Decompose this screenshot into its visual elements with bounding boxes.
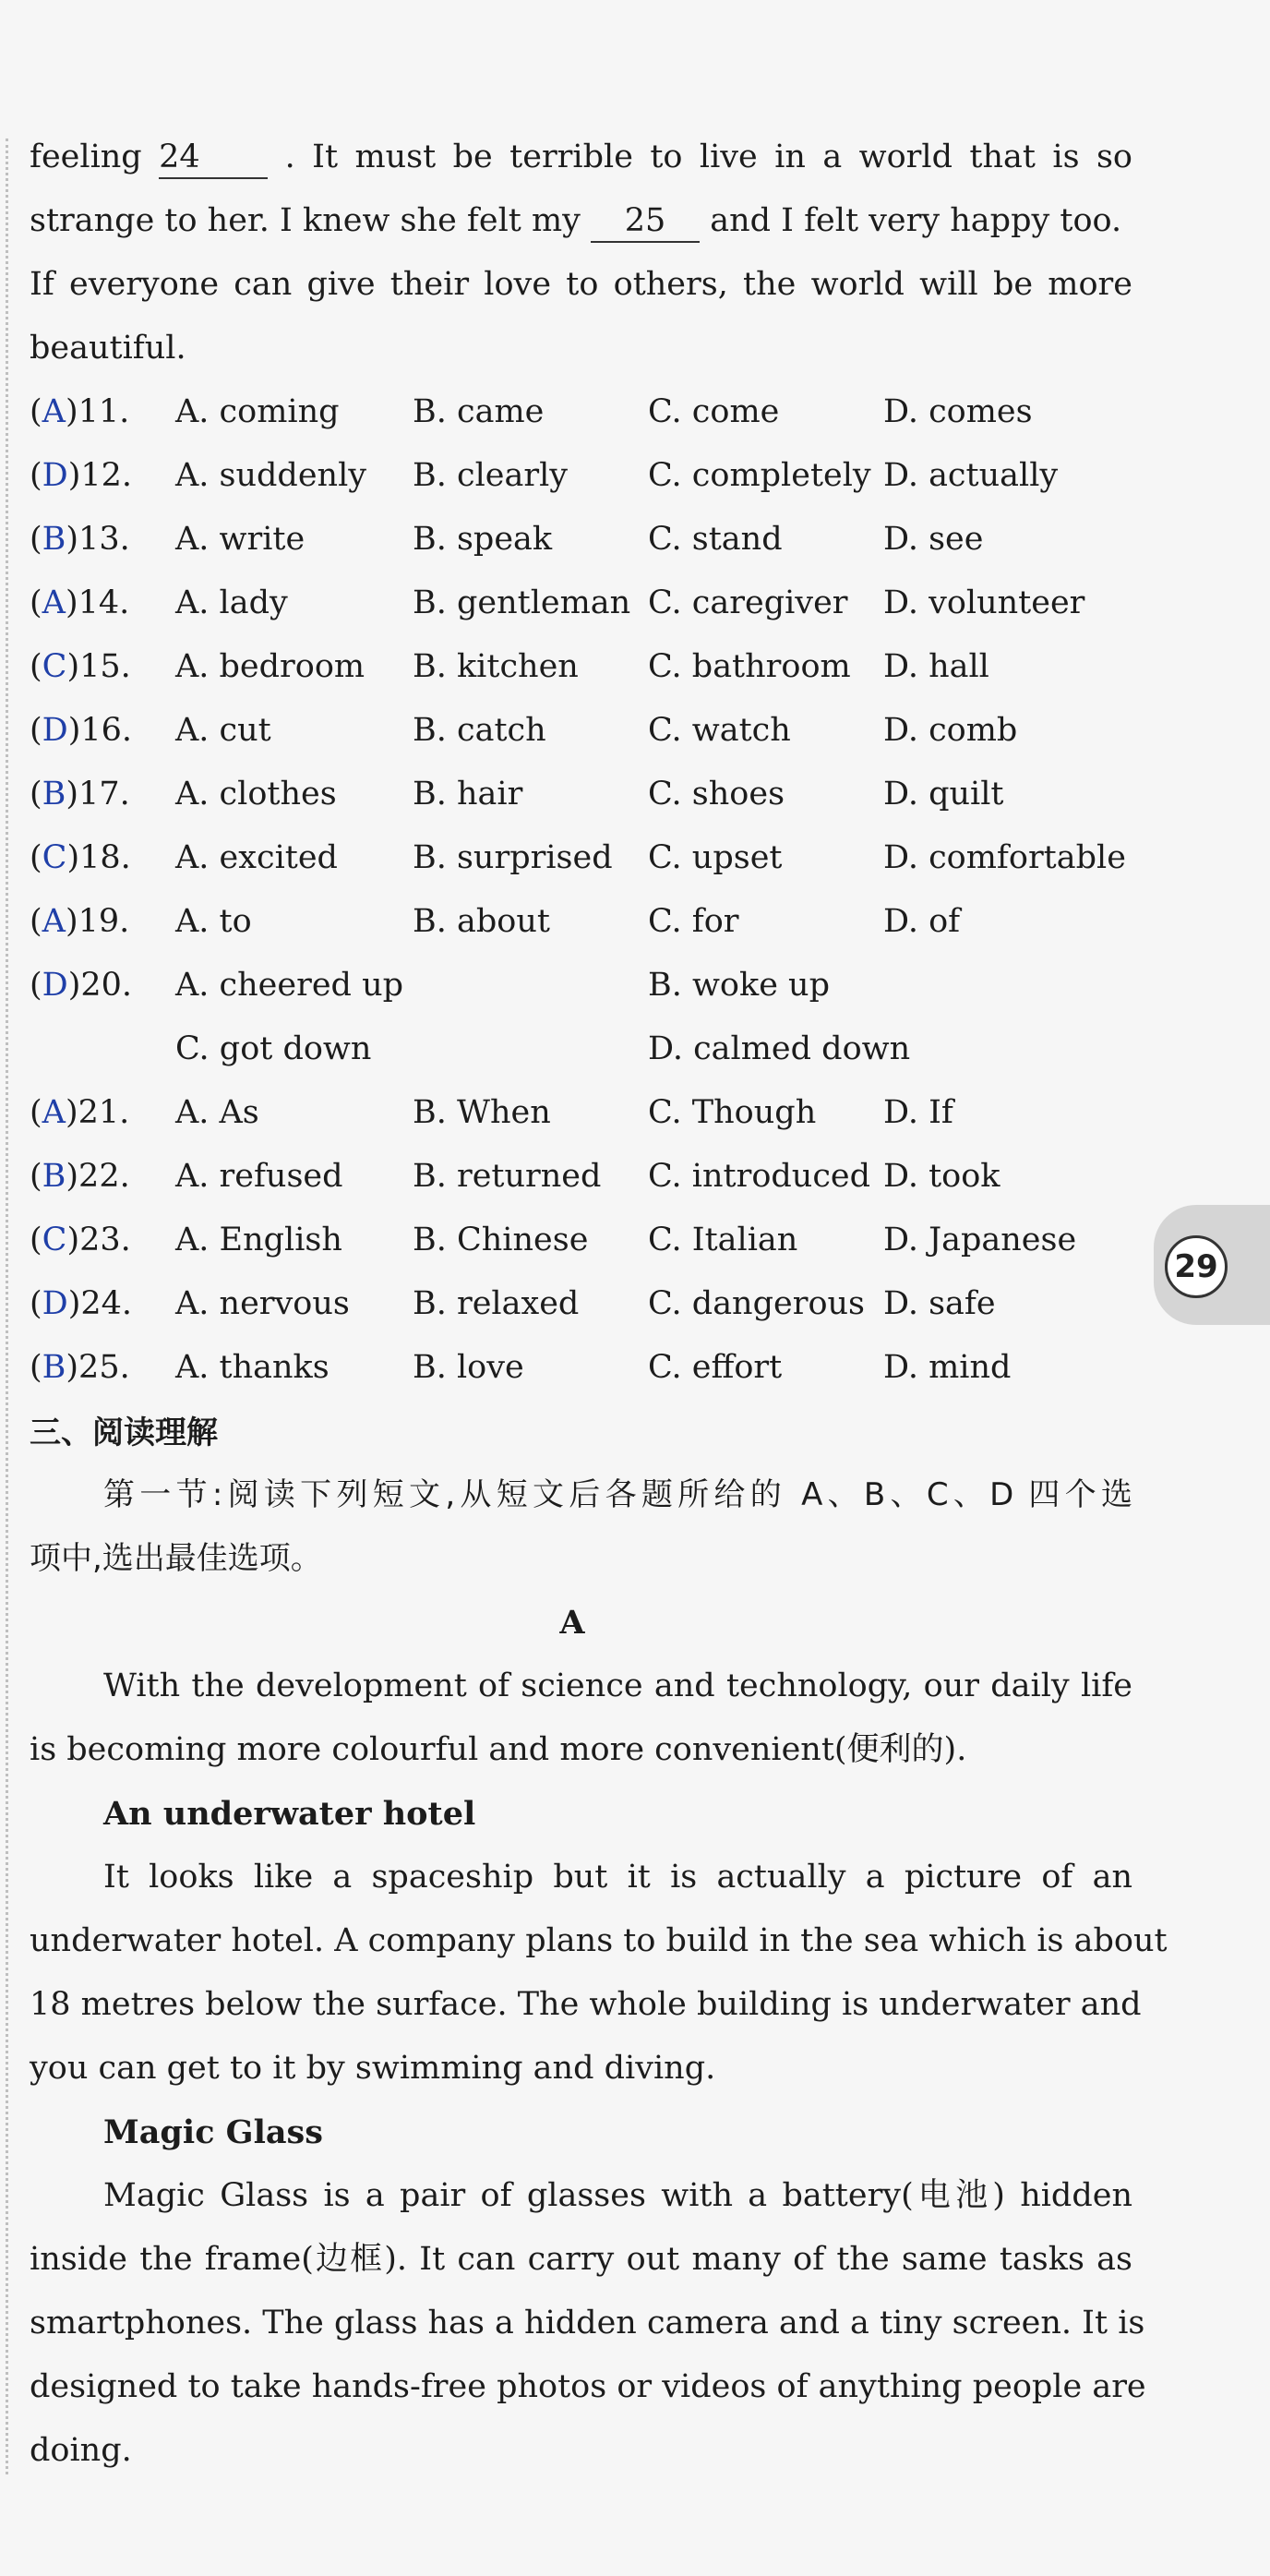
question-num-text: 25 <box>78 1349 120 1386</box>
option-b: B. clearly <box>413 457 569 494</box>
option-b: B. kitchen <box>413 648 579 685</box>
passage-line-2: strange to her. I knew she felt my 25 and I felt very happy too. <box>30 189 1072 253</box>
option-b: B. Chinese <box>413 1222 589 1258</box>
question-number: (C)18. <box>30 839 131 876</box>
option-d: D. quilt <box>883 776 1004 813</box>
margin-dotted-line <box>6 138 8 2474</box>
question-row <box>30 1081 1137 1145</box>
glass-line-5: doing. <box>30 2432 132 2469</box>
option-a: A. cheered up <box>175 967 404 1004</box>
question-number: (B)13. <box>30 521 130 558</box>
question-num-text: 17 <box>78 776 120 813</box>
option-c: C. caregiver <box>648 584 848 621</box>
option-c: C. Italian <box>648 1222 798 1258</box>
question-number: (A)14. <box>30 584 130 621</box>
option-d: D. comes <box>883 393 1033 430</box>
hotel-line-4: you can get to it by swimming and diving. <box>30 2050 716 2087</box>
answer-letter: C <box>42 839 67 876</box>
option-a: A. refused <box>175 1158 343 1195</box>
question-num-text: 21 <box>78 1094 120 1131</box>
question-num-text: 24 <box>80 1285 122 1322</box>
question-num-text: 11 <box>78 393 120 430</box>
page-number: 29 <box>1165 1235 1228 1298</box>
option-a: A. excited <box>175 839 338 876</box>
question-number: (D)12. <box>30 457 133 494</box>
question-row <box>30 1336 1137 1400</box>
question-num-text: 13 <box>78 521 120 558</box>
option-d: D. If <box>883 1094 953 1131</box>
answer-letter: D <box>42 712 68 749</box>
option-c: C. watch <box>648 712 791 749</box>
option-b: B. speak <box>413 521 553 558</box>
option-c: C. upset <box>648 839 783 876</box>
question-number: (D)24. <box>30 1285 133 1322</box>
question-row <box>30 508 1137 572</box>
option-a: A. bedroom <box>175 648 365 685</box>
option-c: C. dangerous <box>648 1285 866 1322</box>
option-a: A. thanks <box>175 1349 329 1386</box>
option-b: B. returned <box>413 1158 602 1195</box>
option-a: A. lady <box>175 584 288 621</box>
question-number: (A)19. <box>30 903 130 940</box>
glass-line-4: designed to take hands-free photos or videos of anything people are <box>30 2368 1146 2405</box>
passage-line-4: beautiful. <box>30 330 186 367</box>
option-c: C. effort <box>648 1349 783 1386</box>
option-a: A. As <box>175 1094 259 1131</box>
option-b: B. catch <box>413 712 546 749</box>
glass-line-2: inside the frame(边框). It can carry out many of the same tasks as <box>30 2241 1132 2278</box>
question-number: (A)21. <box>30 1094 130 1131</box>
intro-line-2: is becoming more colourful and more convenient(便利的). <box>30 1731 967 1768</box>
intro-line-1: With the development of science and technology, our daily life <box>103 1667 1132 1704</box>
question-row <box>30 572 1137 635</box>
section-title: 三、阅读理解 <box>30 1414 218 1451</box>
option-a: A. to <box>175 903 252 940</box>
hotel-line-1: It looks like a spaceship but it is actually a picture of an <box>103 1859 1132 1896</box>
option-d: D. took <box>883 1158 1000 1195</box>
question-number: (D)16. <box>30 712 133 749</box>
passage-label: A <box>559 1604 585 1642</box>
option-c: C. shoes <box>648 776 785 813</box>
option-d: D. Japanese <box>883 1222 1077 1258</box>
question-num-text: 16 <box>80 712 122 749</box>
question-row <box>30 763 1137 826</box>
option-b: B. about <box>413 903 550 940</box>
question-num-text: 19 <box>78 903 120 940</box>
option-c: C. bathroom <box>648 648 851 685</box>
option-b: B. relaxed <box>413 1285 580 1322</box>
answer-letter: B <box>42 521 66 558</box>
glass-title: Magic Glass <box>103 2113 323 2151</box>
option-b: B. When <box>413 1094 551 1131</box>
option-d: D. safe <box>883 1285 996 1322</box>
answer-letter: A <box>42 393 66 430</box>
option-d: D. comfortable <box>883 839 1126 876</box>
question-row <box>30 699 1137 763</box>
answer-letter: B <box>42 1349 66 1386</box>
answer-letter: A <box>42 903 66 940</box>
answer-letter: C <box>42 1222 67 1258</box>
option-c: C. come <box>648 393 780 430</box>
question-number: (D)20. <box>30 967 133 1004</box>
option-d: D. calmed down <box>648 1030 911 1067</box>
question-row <box>30 954 1137 1067</box>
option-a: A. suddenly <box>175 457 367 494</box>
option-d: D. of <box>883 903 961 940</box>
question-number: (B)22. <box>30 1158 130 1195</box>
option-b: B. love <box>413 1349 524 1386</box>
question-num-text: 18 <box>79 839 121 876</box>
question-num-text: 15 <box>79 648 121 685</box>
option-b: B. woke up <box>648 967 830 1004</box>
option-a: A. coming <box>175 393 340 430</box>
answer-letter: D <box>42 1285 68 1322</box>
question-number: (B)17. <box>30 776 130 813</box>
option-a: A. write <box>175 521 306 558</box>
question-number: (C)23. <box>30 1222 131 1258</box>
option-b: B. surprised <box>413 839 613 876</box>
question-num-text: 22 <box>78 1158 120 1195</box>
passage-line-3: If everyone can give their love to others, the world will be more <box>30 266 1132 303</box>
answer-letter: B <box>42 776 66 813</box>
question-row <box>30 890 1137 954</box>
option-a: A. clothes <box>175 776 337 813</box>
answer-letter: B <box>42 1158 66 1195</box>
question-row <box>30 444 1137 508</box>
instruction-line-1: 第一节:阅读下列短文,从短文后各题所给的 A、B、C、D 四个选 <box>103 1476 1132 1513</box>
question-number: (B)25. <box>30 1349 130 1386</box>
question-num-text: 14 <box>78 584 120 621</box>
option-c: C. completely <box>648 457 871 494</box>
option-c: C. got down <box>175 1030 372 1067</box>
option-a: A. English <box>175 1222 342 1258</box>
answer-letter: A <box>42 1094 66 1131</box>
option-c: C. stand <box>648 521 783 558</box>
option-c: C. Though <box>648 1094 817 1131</box>
option-b: B. came <box>413 393 545 430</box>
question-row <box>30 1209 1137 1272</box>
option-d: D. actually <box>883 457 1059 494</box>
option-d: D. hall <box>883 648 989 685</box>
blank-24: 24 <box>159 137 268 179</box>
question-row <box>30 1145 1137 1209</box>
question-number: (A)11. <box>30 393 130 430</box>
option-c: C. introduced <box>648 1158 871 1195</box>
question-row <box>30 826 1137 890</box>
question-row <box>30 380 1137 444</box>
option-d: D. see <box>883 521 984 558</box>
glass-line-3: smartphones. The glass has a hidden camera and a tiny screen. It is <box>30 2305 1145 2341</box>
hotel-title: An underwater hotel <box>103 1795 476 1833</box>
question-row <box>30 635 1137 699</box>
answer-letter: D <box>42 457 68 494</box>
option-b: B. gentleman <box>413 584 631 621</box>
answer-letter: D <box>42 967 68 1004</box>
question-row <box>30 1272 1137 1336</box>
answer-letter: C <box>42 648 67 685</box>
option-d: D. comb <box>883 712 1018 749</box>
option-a: A. nervous <box>175 1285 350 1322</box>
passage-line-1: feeling 24 . It must be terrible to live in a world that is so <box>30 126 1132 189</box>
glass-line-1: Magic Glass is a pair of glasses with a battery(电池) hidden <box>103 2177 1132 2214</box>
hotel-line-3: 18 metres below the surface. The whole building is underwater and <box>30 1986 1142 2023</box>
option-c: C. for <box>648 903 739 940</box>
option-d: D. volunteer <box>883 584 1085 621</box>
question-num-text: 12 <box>80 457 122 494</box>
option-b: B. hair <box>413 776 523 813</box>
question-number: (C)15. <box>30 648 131 685</box>
instruction-line-2: 项中,选出最佳选项。 <box>30 1540 322 1577</box>
hotel-line-2: underwater hotel. A company plans to build in the sea which is about <box>30 1922 1168 1959</box>
option-a: A. cut <box>175 712 271 749</box>
question-num-text: 23 <box>79 1222 121 1258</box>
option-d: D. mind <box>883 1349 1012 1386</box>
question-num-text: 20 <box>80 967 122 1004</box>
blank-25: 25 <box>591 200 700 243</box>
answer-letter: A <box>42 584 66 621</box>
